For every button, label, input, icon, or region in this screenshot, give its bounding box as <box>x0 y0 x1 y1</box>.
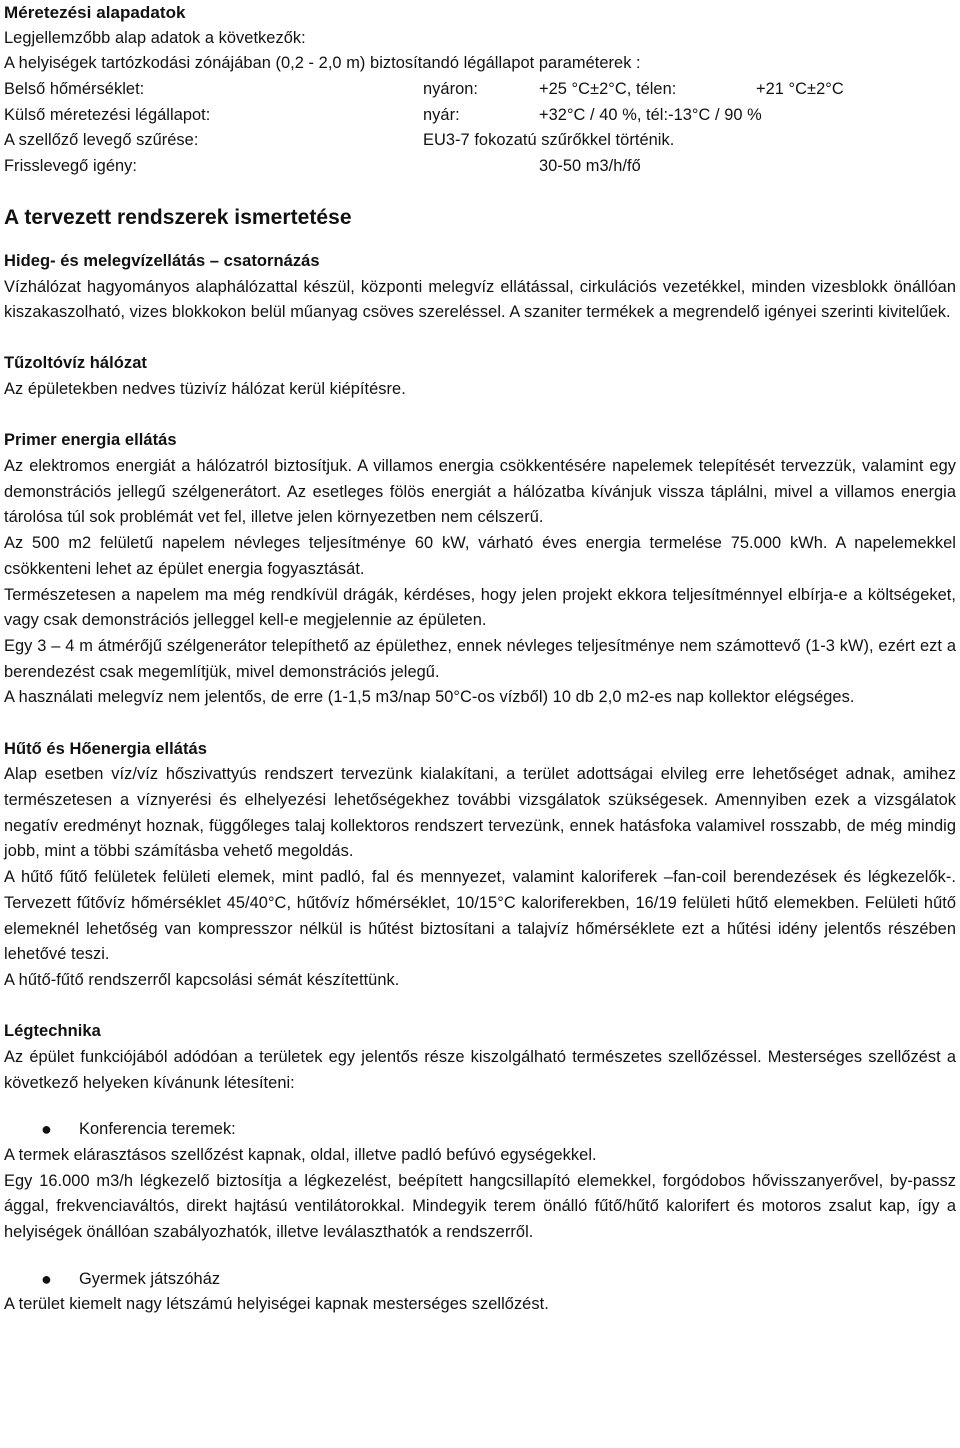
list-item-label: Konferencia teremek: <box>79 1120 236 1139</box>
param-label: Belső hőmérséklet: <box>4 80 145 99</box>
paragraph: Az 500 m2 felületű napelem névleges teljesítménye 60 kW, várható éves energia termelése 75.000 kWh. A napelemekkel csökkenteni lehet az épület energia fogyasztását. <box>4 534 956 578</box>
param-row <box>4 154 956 180</box>
paragraph: A hűtő-fűtő rendszerről kapcsolási sémát készítettünk. <box>4 970 400 989</box>
water-section <box>4 249 956 326</box>
param-value: +32°C / 40 %, tél:-13°C / 90 % <box>539 105 762 124</box>
section-subtitle: Tűzoltóvíz hálózat <box>4 354 147 373</box>
section-title: Méretezési alapadatok <box>4 3 186 22</box>
param-season: nyáron: <box>423 80 479 99</box>
paragraph: A hűtő fűtő felületek felületi elemek, mint padló, fal és mennyezet, valamint kaloriferek –fan-coil berendezések és légkezelők-. Tervezett fűtővíz hőmérséklet 45/40°C, hűtővíz hőmérséklet, 10/15°C kaloriferekben, 16/19 felületi hűtő elemekben. Felületi hűtő elemeknél lehetőség van kompresszor nélkül is hűtést biztosítani a talajvíz hőmérséklete ezt a hűtési idény jelentős részében lehetővé teszi. <box>4 868 956 964</box>
param-value: +21 °C±2°C <box>756 80 844 99</box>
param-value: 30-50 m3/h/fő <box>539 157 641 176</box>
section-subtitle: Légtechnika <box>4 1022 101 1041</box>
param-label: Frisslevegő igény: <box>4 157 137 176</box>
energy-section <box>4 428 956 711</box>
intro-line: Legjellemzőbb alap adatok a következők: <box>4 28 306 47</box>
section-subtitle: Hideg- és melegvízellátás – csatornázás <box>4 251 320 270</box>
paragraph: Vízhálózat hagyományos alaphálózattal készül, központi melegvíz ellátással, cirkulációs vezetékkel, minden vizesblokk önállóan kiszakaszolható, vizes blokkokon belül műanyag csöves szereléssel. A szaniter termékek a megrendelő igényei szerinti kivitelűek. <box>4 277 956 322</box>
paragraph: Alap esetben víz/víz hőszivattyús rendszert tervezünk kialakítani, a terület adottságai elvileg erre lehetőséget adnak, amihez természetesen a víznyerési és elhelyezési lehetőségekhez további vizsgálatok szükségesek. Amennyiben ezek a vizsgálatok negatív eredményt hoznak, függőleges talaj kollektoros rendszert tervezünk, ennek hatásfoka valamivel rosszabb, de még mindig jobb, mint a többi számításba vehető megoldás. <box>4 765 956 861</box>
paragraph: Egy 3 – 4 m átmérőjű szélgenerátor telepíthető az épülethez, ennek névleges teljesítménye nem számottevő (1-3 kW), ezért ezt a berendezést csak megemlítjük, mivel demonstrációs jelegű. <box>4 637 956 681</box>
param-value: +25 °C±2°C, télen: <box>539 80 677 99</box>
cooling-heating-section <box>4 737 956 994</box>
param-row <box>4 128 956 154</box>
bullet-icon: ● <box>41 1119 52 1140</box>
fire-water-section <box>4 351 956 402</box>
paragraph: Az elektromos energiát a hálózatról biztosítjuk. A villamos energia csökkentésére napelemek telepítését tervezzük, valamint egy demonstrációs jellegű szélgenerátort. Az esetleges fölös energiát a hálózatba kívánjuk vissza táplálni, mivel a villamos energia tárolósa túl sok problémát vet fel, illetve jelen környezetben nem célszerű. <box>4 457 956 527</box>
param-label: A szellőző levegő szűrése: <box>4 131 199 150</box>
list-item <box>4 1117 956 1143</box>
ventilation-section <box>4 1019 956 1318</box>
paragraph: A használati melegvíz nem jelentős, de erre (1-1,5 m3/nap 50°C-os vízből) 10 db 2,0 m2-es nap kollektor elégséges. <box>4 688 855 707</box>
intro-line: A helyiségek tartózkodási zónájában (0,2 - 2,0 m) biztosítandó légállapot paraméterek : <box>4 54 641 73</box>
param-row <box>4 77 956 103</box>
param-label: Külső méretezési légállapot: <box>4 105 211 124</box>
design-parameters-section <box>4 0 956 180</box>
bullet-icon: ● <box>41 1268 52 1289</box>
param-value: EU3-7 fokozatú szűrőkkel történik. <box>423 131 675 150</box>
list-item-label: Gyermek játszóház <box>79 1269 221 1288</box>
section-subtitle: Primer energia ellátás <box>4 431 177 450</box>
param-row <box>4 103 956 129</box>
list-item <box>4 1267 956 1293</box>
systems-title: A tervezett rendszerek ismertetése <box>4 205 352 229</box>
paragraph: Egy 16.000 m3/h légkezelő biztosítja a légkezelést, beépített hangcsillapító elemekkel, forgódobos hővisszanyerővel, by-passz ággal, frekvenciaváltós, direkt hajtású ventilátorokkal. Mindegyik terem önálló fűtő/hűtő kalorifert és motoros zsalut kap, így a helyiségek önállóan szabályozhatók, illetve leválaszthatók a rendszerről. <box>4 1171 956 1242</box>
section-subtitle: Hűtő és Hőenergia ellátás <box>4 739 207 758</box>
paragraph: Az épület funkciójából adódóan a területek egy jelentős része kiszolgálható természetes szellőzéssel. Mesterséges szellőzést a következő helyeken kívánunk létesíteni: <box>4 1047 956 1092</box>
param-season: nyár: <box>423 105 460 124</box>
paragraph: Természetesen a napelem ma még rendkívül drágák, kérdéses, hogy jelen projekt ekkora teljesítménnyel elbírja-e a költségeket, vagy csak demonstrációs jelleggel kell-e megjelennie az épületen. <box>4 585 956 630</box>
paragraph: Az épületekben nedves tüzivíz hálózat kerül kiépítésre. <box>4 380 406 399</box>
paragraph: A terület kiemelt nagy létszámú helyiségei kapnak mesterséges szellőzést. <box>4 1295 549 1314</box>
paragraph: A termek elárasztásos szellőzést kapnak, oldal, illetve padló befúvó egységekkel. <box>4 1145 597 1164</box>
